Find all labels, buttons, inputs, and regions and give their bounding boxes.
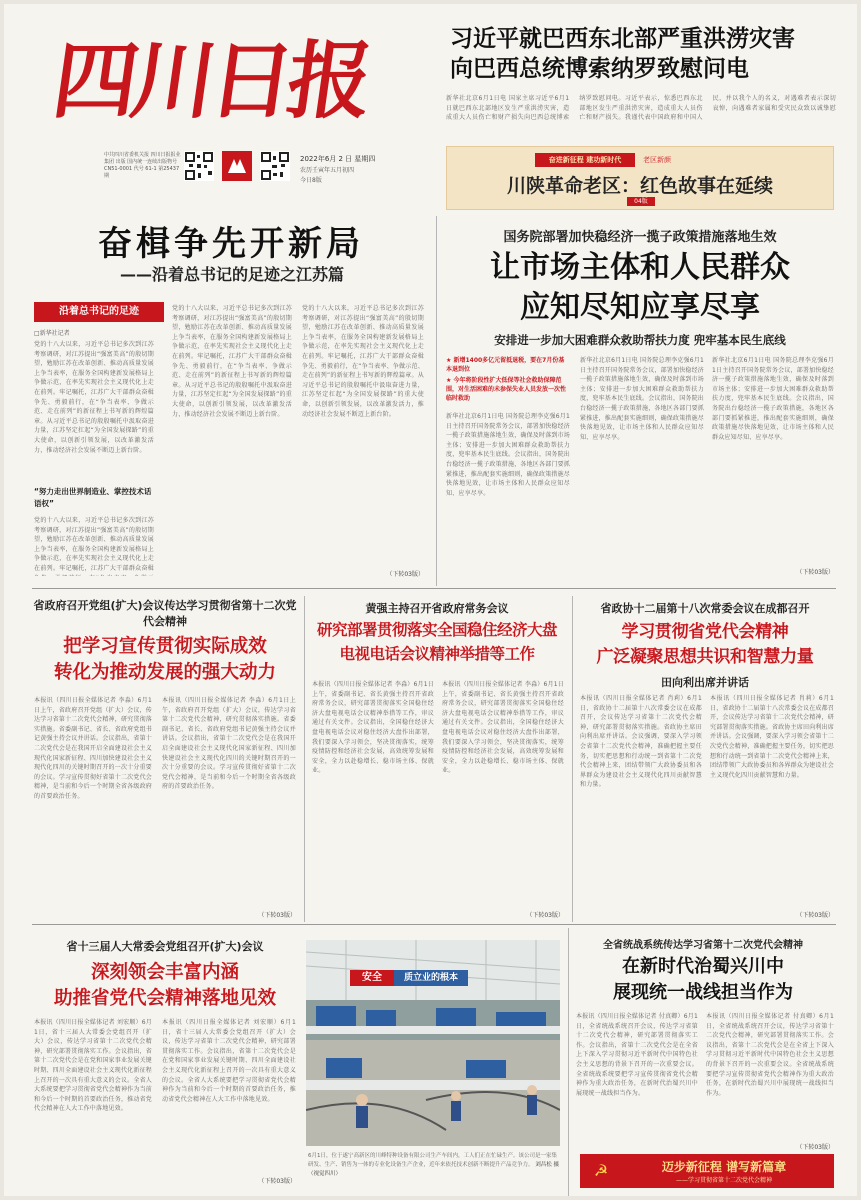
cppcc-col2: 本报讯（四川日报全媒体记者 肖莉）6月1日，省政协十二届第十八次常委会议在成都召开，会议传达学习省第十二次党代会精神，研究部署贯彻落实措施。省政协主席田向利出席并讲话。会议强调，要深入学习领会省第十二次党代会精神，准确把握主要任务，切实把思想和行动统一到省第十二次党代会精神上来，团结带领广大政协委员和各界群众为建设社会主义现代化四川贡献智慧和力量。 xyxy=(710,695,834,779)
npc-kicker: 省十三届人大常委会党组召开(扩大)会议 xyxy=(66,940,264,953)
party-emblem-icon: ☭ xyxy=(593,1161,609,1180)
footer-banner-subtitle: ——学习贯彻省第十二次党代会精神 xyxy=(675,1177,772,1184)
huang-qiang-col1: 本报讯（四川日报全媒体记者 李淼）6月1日上午，省委副书记、省长黄强主持召开省政府常务会议，研究部署贯彻落实全国稳住经济大盘电视电话会议精神举措等工作，审议通过有关文件。会议指出，全国稳住经济大盘电视电话会议对稳住经济大盘作出部署，我们要深入学习领会，坚决贯彻落实，统筹疫情防控和经济社会发展，高效统筹发展和安全，全力以赴稳增长、稳市场主体、保就业。 xyxy=(312,681,434,775)
cppcc-title[interactable] xyxy=(576,620,834,670)
lead-headline[interactable] xyxy=(450,24,830,84)
united-front-title-line2: 展现统一战线担当作为 xyxy=(613,982,793,1003)
footer-banner-title: 迈步新征程 谱写新篇章 xyxy=(661,1160,787,1174)
provincial-govt-title-line2: 转化为推动发展的强大动力 xyxy=(53,662,276,683)
npc-continued[interactable]: （下转03版） xyxy=(258,1178,296,1185)
state-council-title-line2: 应知尽知应享尽享 xyxy=(520,290,760,325)
masthead-info: 中共四川省委机关报 四川日报报业集团 出版 国内统一连续出版物号 CN51-0001 代号 61-1 第25437期 xyxy=(104,152,181,179)
provincial-govt-continued[interactable]: （下转03版） xyxy=(258,912,296,919)
state-council-subtitle: 安排进一步加大困难群众救助帮扶力度 兜牢基本民生底线 xyxy=(494,333,786,347)
red-banner[interactable] xyxy=(446,146,834,210)
red-banner-title: 川陕革命老区：红色故事在延续 xyxy=(506,175,773,197)
npc-col2: 本报讯（四川日报全媒体记者 刘宏顺）6月1日，省十三届人大常委会党组召开（扩大）会议，传达学习省第十二次党代会精神，研究部署贯彻落实工作。会议指出，省第十二次党代会是在党和国家事业发展关键时期、四川全面建设社会主义现代化新征程上召开的一次具有重大意义的会议。全省人大系统要把学习贯彻省党代会精神作为当前和今后一个时期的首要政治任务，推动省党代会精神在人大工作中落地见效。 xyxy=(162,1019,296,1103)
footer-banner[interactable] xyxy=(580,1154,834,1188)
red-banner-tag: 老区新颜 xyxy=(643,156,671,164)
brand-emblem-icon xyxy=(222,151,252,181)
state-council-title-line1: 让市场主体和人民群众 xyxy=(490,250,790,285)
huang-qiang-col2: 本报讯（四川日报全媒体记者 李淼）6月1日上午，省委副书记、省长黄强主持召开省政府常务会议，研究部署贯彻落实全国稳住经济大盘电视电话会议精神举措等工作，审议通过有关文件。会议指出，全国稳住经济大盘电视电话会议对稳住经济大盘作出部署，我们要深入学习领会，坚决贯彻落实，统筹疫情防控和经济社会发展，高效统筹发展和安全，全力以赴稳增长、稳市场主体、保就业。 xyxy=(442,681,564,775)
npc-title-line2: 助推省党代会精神落地见效 xyxy=(53,988,276,1009)
united-front-kicker: 全省统战系统传达学习省第十二次党代会精神 xyxy=(603,940,803,951)
cppcc-title-line2: 广泛凝聚思想共识和智慧力量 xyxy=(596,647,814,667)
photo-banner-right: 质立业的根本 xyxy=(394,970,468,986)
cppcc-continued[interactable]: （下转03版） xyxy=(796,912,834,919)
factory-photo[interactable] xyxy=(306,940,560,1146)
provincial-govt-title[interactable] xyxy=(30,634,300,686)
photo-caption xyxy=(308,1152,560,1182)
jiangsu-col2: 党的十八大以来，习近平总书记多次到江苏考察调研，对江苏提出“强富美高”的殷切期望，勉励江苏在改革创新、推动高质量发展上争当表率，在服务全国构建新发展格局上争做示范，在率先实现社会主义现代化上走在前列。牢记嘱托，江苏广大干部群众奋楫争先、勇毅前行，在“争当表率、争做示范、走在前列”的新征程上书写新的辉煌篇章。从习近平总书记的殷殷嘱托中汲取奋进力量，江苏坚定扛起“为全国发展探路”的重大使命，以创新引领发展，以改革激发活力，推动经济社会发展不断迈上新台阶。 xyxy=(172,305,292,418)
huang-qiang-title-line2: 电视电话会议精神举措等工作 xyxy=(339,645,535,663)
cppcc-title-line1: 学习贯彻省党代会精神 xyxy=(621,622,789,642)
state-council-bullet1: ★ 新增1400多亿元留抵退税，要在7月份基本退到位 xyxy=(446,357,565,373)
qr-code-icon xyxy=(184,151,214,181)
state-council-continued[interactable]: （下转03版） xyxy=(796,569,834,576)
united-front-col1: 本报讯（四川日报全媒体记者 付真卿）6月1日，全省统战系统召开会议，传达学习省第十二次党代会精神，研究部署贯彻落实工作。会议指出，省第十二次党代会是在全省上下深入学习贯彻习近平新时代中国特色社会主义思想的背景下召开的一次重要会议。全省统战系统要把学习宣传贯彻省党代会精神作为重大政治任务，在新时代治蜀兴川中展现统一战线担当作为。 xyxy=(576,1013,698,1097)
jiangsu-continued[interactable]: （下转03版） xyxy=(386,571,424,578)
jiangsu-subtitle: ——沿着总书记的足迹之江苏篇 xyxy=(120,265,345,284)
state-council-kicker: 国务院部署加快稳经济一揽子政策措施落地生效 xyxy=(503,230,777,245)
united-front-title[interactable] xyxy=(572,954,834,1006)
provincial-govt-col1: 本报讯（四川日报全媒体记者 李淼）6月1日上午，省政府召开党组（扩大）会议，传达学习省第十二次党代会精神，研究贯彻落实措施。省委副书记、省长、省政府党组书记黄强主持会议并讲话。会议指出，省第十二次党代会是在我国开启全面建设社会主义现代化国家新征程、四川加快建设社会主义现代化四川的关键时期召开的一次十分重要的会议。学习宣传贯彻好省第十二次党代会精神，是当前和今后一个时期全省各级政府的首要政治任务。 xyxy=(34,697,152,800)
photo-caption-text: 6月1日，位于遂宁高新区的川峰特种设备有限公司生产车间内，工人们正在忙碌生产。该公司是一家集研发、生产、销售为一体的专业化设备生产企业，近年来依托技术创新不断提升产品竞争力。 xyxy=(308,1153,558,1168)
photo-credit: 刘昌松 摄（视觉四川） xyxy=(308,1162,560,1177)
provincial-govt-kicker: 省政府召开党组(扩大)会议传达学习贯彻省第十二次党代会精神 xyxy=(33,599,297,628)
lead-headline-line2: 向巴西总统博索纳罗致慰问电 xyxy=(450,56,749,82)
provincial-govt-title-line1: 把学习宣传贯彻实际成效 xyxy=(63,636,267,657)
column-tag: 沿着总书记的足迹 xyxy=(34,302,164,322)
issue-date: 2022年6月 2 日 星期四 xyxy=(300,155,376,163)
jiangsu-col1b: 党的十八大以来，习近平总书记多次到江苏考察调研，对江苏提出“强富美高”的殷切期望，勉励江苏在改革创新、推动高质量发展上争当表率，在服务全国构建新发展格局上争做示范，在率先实现社会主义现代化上走在前列。牢记嘱托，江苏广大干部群众奋楫 xyxy=(34,517,154,572)
qr-code-icon xyxy=(260,151,290,181)
cppcc-col1: 本报讯（四川日报全媒体记者 肖莉）6月1日，省政协十二届第十八次常委会议在成都召开，会议传达学习省第十二次党代会精神，研究部署贯彻落实措施。省政协主席田向利出席并讲话。会议强调，要深入学习领会省第十二次党代会精神，准确把握主要任务，切实把思想和行动统一到省第十二次党代会精神上来，团结带领广大政协委员和各界群众为建设社会主义现代化四川贡献智慧和力量。 xyxy=(580,695,702,789)
npc-col1: 本报讯（四川日报全媒体记者 刘宏顺）6月1日，省十三届人大常委会党组召开（扩大）会议，传达学习省第十二次党代会精神，研究部署贯彻落实工作。会议指出，省第十二次党代会是在党和国家事业发展关键时期、四川全面建设社会主义现代化新征程上召开的一次具有重大意义的会议。全省人大系统要把学习贯彻省党代会精神作为当前和今后一个时期的首要政治任务，推动省党代会精神在人大工作中落地见效。 xyxy=(34,1019,152,1113)
huang-qiang-title-line1: 研究部署贯彻落实全国稳住经济大盘 xyxy=(316,621,557,639)
jiangsu-subhead: “努力走出世界制造业、掌控技术话语权” xyxy=(34,487,152,508)
state-council-col2: 新华社北京6月1日电 国务院总理李克强6月1日主持召开国务院常务会议，部署加快稳经济一揽子政策措施落地生效，确保及时落到市场主体；安排进一步加大困难群众救助帮扶力度，兜牢基本民生底线。会议指出，国务院出台稳经济一揽子政策措施，各地区各部门要抓紧推进，推出配套实施细则，确保政策措施尽快落地见效，让市场主体和人民群众应知尽知、应享尽享。 xyxy=(580,357,704,441)
united-front-title-line1: 在新时代治蜀兴川中 xyxy=(622,956,784,977)
newspaper-front-page xyxy=(4,4,857,1196)
cppcc-kicker: 省政协十二届第十八次常委会议在成都召开 xyxy=(600,602,810,615)
provincial-govt-col2: 本报讯（四川日报全媒体记者 李淼）6月1日上午，省政府召开党组（扩大）会议，传达学习省第十二次党代会精神，研究贯彻落实措施。省委副书记、省长、省政府党组书记黄强主持会议并讲话。会议指出，省第十二次党代会是在我国开启全面建设社会主义现代化国家新征程、四川加快建设社会主义现代化四川的关键时期召开的一次十分重要的会议。学习宣传贯彻好省第十二次党代会精神，是当前和今后一个时期全省各级政府的首要政治任务。 xyxy=(162,697,296,791)
huang-qiang-kicker: 黄强主持召开省政府常务会议 xyxy=(365,602,509,615)
jiangsu-title[interactable]: 奋楫争先开新局 xyxy=(98,224,364,264)
lead-headline-line1: 习近平就巴西东北部严重洪涝灾害 xyxy=(450,26,795,52)
red-banner-page-ref: 04版 xyxy=(627,197,655,206)
state-council-title[interactable] xyxy=(446,248,834,328)
jiangsu-col3: 党的十八大以来，习近平总书记多次到江苏考察调研，对江苏提出“强富美高”的殷切期望，勉励江苏在改革创新、推动高质量发展上争当表率，在服务全国构建新发展格局上争做示范，在率先实现社会主义现代化上走在前列。牢记嘱托，江苏广大干部群众奋楫争先、勇毅前行，在“争当表率、争做示范、走在前列”的新征程上书写新的辉煌篇章。从习近平总书记的殷殷嘱托中汲取奋进力量，江苏坚定扛起“为全国发展探路”的重大使命，以创新引领发展，以改革激发活力，推动经济社会发展不断迈上新台阶。 xyxy=(302,305,424,418)
jiangsu-col1: 党的十八大以来，习近平总书记多次到江苏考察调研，对江苏提出“强富美高”的殷切期望，勉励江苏在改革创新、推动高质量发展上争当表率，在服务全国构建新发展格局上争做示范，在率先实现社会主义现代化上走在前列。牢记嘱托，江苏广大干部群众奋楫争先、勇毅前行，在“争当表率、争做示范、走在前列”的新征程上书写新的辉煌篇章。从习近平总书记的殷殷嘱托中汲取奋进力量，江苏坚定扛起“为全国发展探路”的重大使命，以创新引领发展，以改革激发活力，推动经济社会发展不断迈上新台阶。 xyxy=(34,341,154,454)
united-front-continued[interactable]: （下转03版） xyxy=(796,1144,834,1151)
page-count: 今日8版 xyxy=(300,177,322,184)
state-council-col3: 新华社北京6月1日电 国务院总理李克强6月1日主持召开国务院常务会议，部署加快稳经济一揽子政策措施落地生效，确保及时落到市场主体；安排进一步加大困难群众救助帮扶力度，兜牢基本民生底线。会议指出，国务院出台稳经济一揽子政策措施，各地区各部门要抓紧推进，推出配套实施细则，确保政策措施尽快落地见效，让市场主体和人民群众应知尽知、应享尽享。 xyxy=(712,357,834,441)
cppcc-subtitle: 田向利出席并讲话 xyxy=(661,676,749,689)
npc-title[interactable] xyxy=(30,960,300,1012)
photo-banner-left: 安全 xyxy=(350,970,394,986)
state-council-col1: 新华社北京6月1日电 国务院总理李克强6月1日主持召开国务院常务会议，部署加快稳经济一揽子政策措施落地生效，确保及时落到市场主体；安排进一步加大困难群众救助帮扶力度，兜牢基本民生底线。会议指出，国务院出台稳经济一揽子政策措施，各地区各部门要抓紧推进，推出配套实施细则，确保政策措施尽快落地见效，让市场主体和人民群众应知尽知、应享尽享。 xyxy=(446,413,570,497)
jiangsu-byline: □新华社记者 xyxy=(34,330,70,337)
huang-qiang-continued[interactable]: （下转03版） xyxy=(526,912,564,919)
masthead-logo: 四川日报 xyxy=(47,31,374,130)
huang-qiang-title[interactable] xyxy=(308,618,566,666)
lunar-date: 农历壬寅年五月初四 xyxy=(300,167,355,174)
npc-title-line1: 深刻领会丰富内涵 xyxy=(90,962,239,983)
state-council-bullet2: ★ 今年将阶段性扩大低保等社会救助保障范围，对生活困难的未参保失业人员发放一次性临时救助 xyxy=(446,377,567,402)
united-front-col2: 本报讯（四川日报全媒体记者 付真卿）6月1日，全省统战系统召开会议，传达学习省第十二次党代会精神，研究部署贯彻落实工作。会议指出，省第十二次党代会是在全省上下深入学习贯彻习近平新时代中国特色社会主义思想的背景下召开的一次重要会议。全省统战系统要把学习宣传贯彻省党代会精神作为重大政治任务，在新时代治蜀兴川中展现统一战线担当作为。 xyxy=(706,1013,834,1097)
lead-body: 新华社北京6月1日电 国家主席习近平6月1日就巴西东北部地区发生严重洪涝灾害，造成重大人员伤亡和财产损失向巴西总统博索纳罗致慰问电。习近平表示，惊悉巴西东北部地区发生严重洪涝灾害，造成重大人员伤亡和财产损失。我谨代表中国政府和中国人民，并以我个人的名义，对遇难者表示深切哀悼，向遇难者家属和受灾民众致以诚挚慰 xyxy=(446,95,836,122)
red-banner-kicker: 奋进新征程 建功新时代 xyxy=(535,153,635,167)
